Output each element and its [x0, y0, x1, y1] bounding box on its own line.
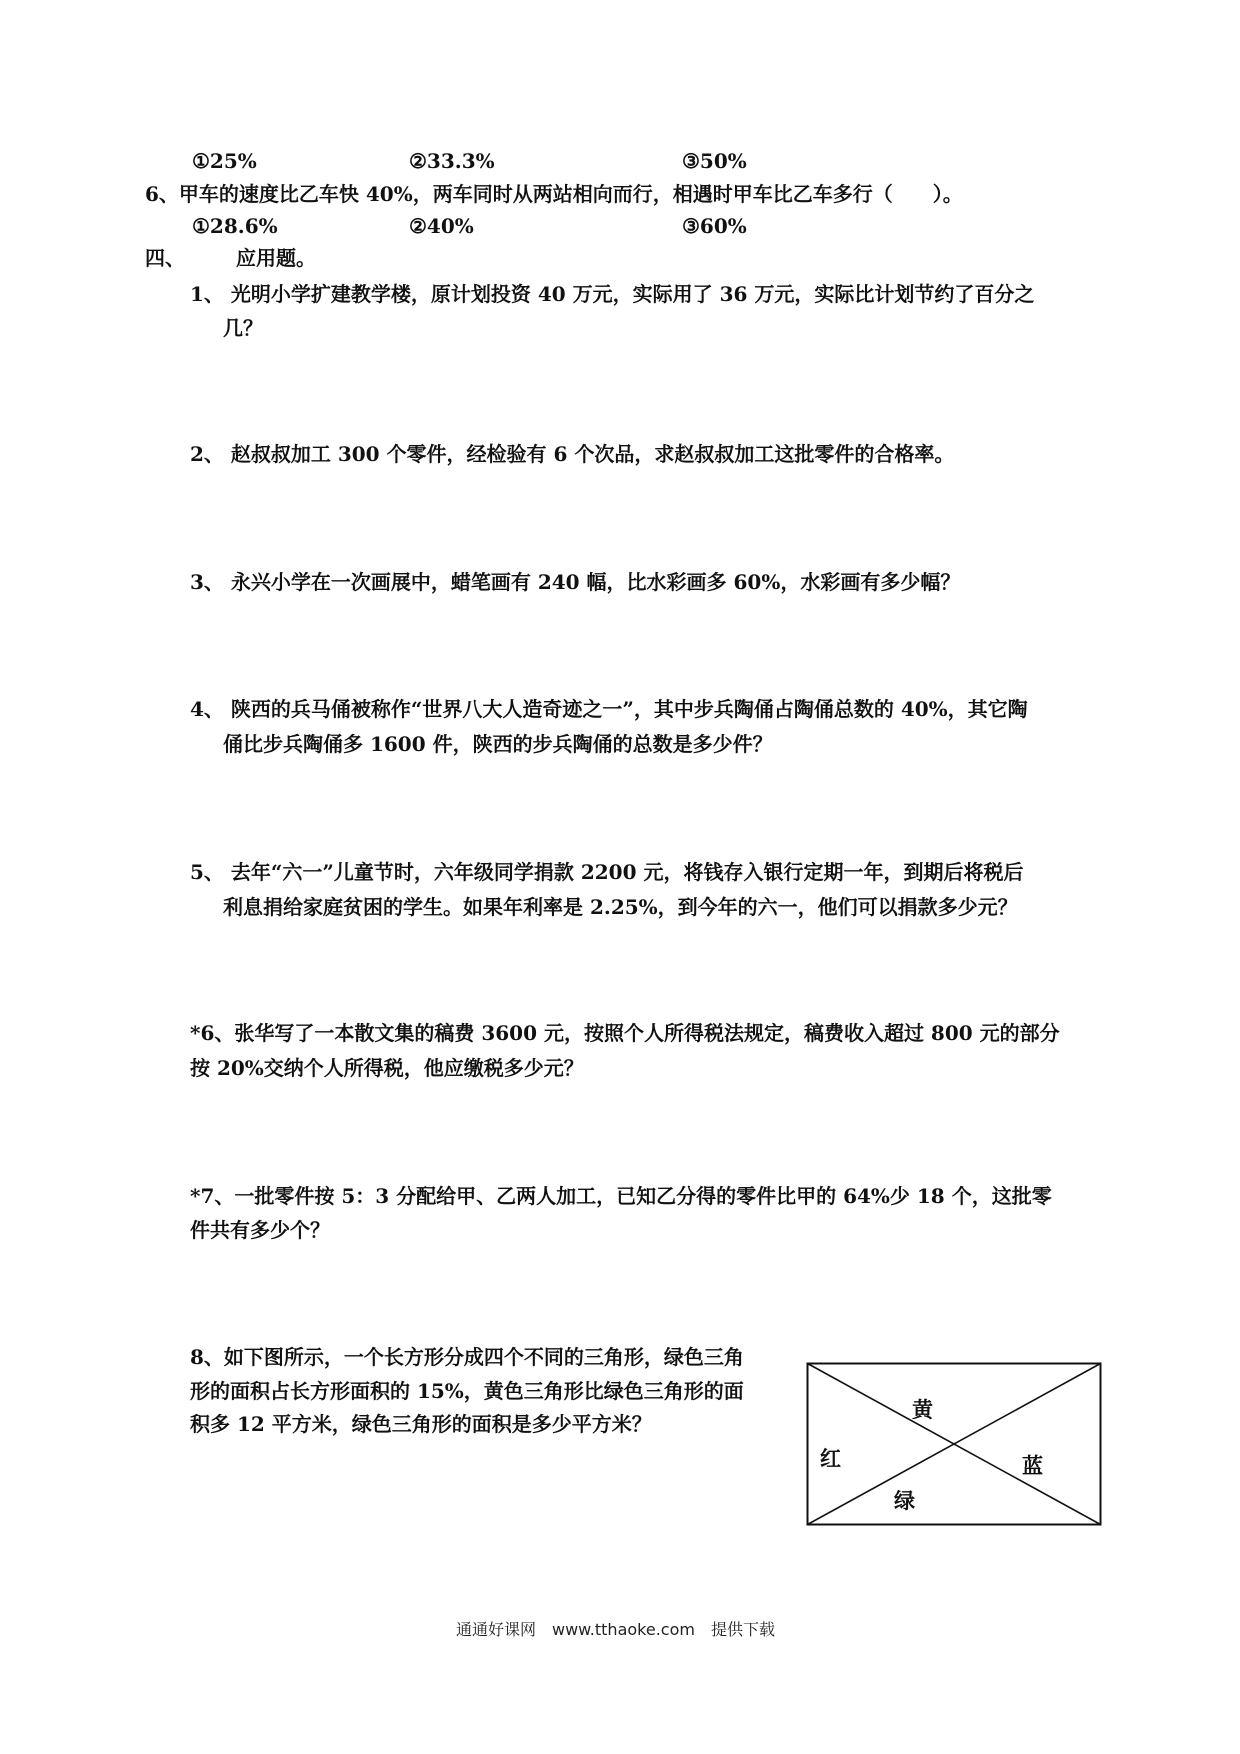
- problem-8-line-3: 积多 12 平方米，绿色三角形的面积是多少平方米？: [190, 1412, 652, 1436]
- question-6-text: 6、甲车的速度比乙车快 40%，两车同时从两站相向而行，相遇时甲车比乙车多行（ ）。: [145, 182, 963, 206]
- label-yellow: 黄: [912, 1398, 933, 1422]
- problem-1-line-2: 几？: [223, 316, 263, 340]
- problem-1-line-1: 1、 光明小学扩建教学楼，原计划投资 40 万元，实际用了 36 万元，实际比计划节约了百分之: [190, 282, 1035, 306]
- label-green: 绿: [894, 1489, 915, 1513]
- q6-option-2: ②40%: [409, 214, 474, 238]
- problem-8-line-1: 8、如下图所示，一个长方形分成四个不同的三角形，绿色三角: [190, 1345, 744, 1369]
- page-footer: 通通好课网 www.tthaoke.com 提供下载: [456, 1620, 775, 1639]
- q5-option-1: ①25%: [192, 149, 257, 173]
- q6-option-1: ①28.6%: [192, 214, 278, 238]
- problem-5-line-2: 利息捐给家庭贫困的学生。如果年利率是 2.25%，到今年的六一，他们可以捐款多少元？: [223, 895, 1018, 919]
- problem-7-line-2: 件共有多少个？: [190, 1218, 330, 1242]
- problem-3-line-1: 3、 永兴小学在一次画展中，蜡笔画有 240 幅，比水彩画多 60%，水彩画有多少幅？: [190, 570, 961, 594]
- problem-7-line-1: *7、一批零件按 5：3 分配给甲、乙两人加工，已知乙分得的零件比甲的 64%少 18 个，这批零: [190, 1184, 1052, 1208]
- q5-option-3: ③50%: [682, 149, 747, 173]
- q6-option-3: ③60%: [682, 214, 747, 238]
- problem-5-line-1: 5、 去年“六一”儿童节时，六年级同学捐款 2200 元，将钱存入银行定期一年，到期后将税后: [190, 860, 1024, 884]
- problem-2-line-1: 2、 赵叔叔加工 300 个零件，经检验有 6 个次品，求赵叔叔加工这批零件的合格率。: [190, 442, 955, 466]
- q5-option-2: ②33.3%: [409, 149, 495, 173]
- label-red: 红: [820, 1447, 841, 1471]
- label-blue: 蓝: [1022, 1454, 1043, 1478]
- problem-8-line-2: 形的面积占长方形面积的 15%，黄色三角形比绿色三角形的面: [190, 1379, 744, 1403]
- problem-6-line-1: *6、张华写了一本散文集的稿费 3600 元，按照个人所得税法规定，稿费收入超过 800 元的部分: [190, 1021, 1060, 1045]
- problem-4-line-2: 俑比步兵陶俑多 1600 件，陕西的步兵陶俑的总数是多少件？: [223, 732, 773, 756]
- section-title: 应用题。: [236, 246, 316, 270]
- problem-4-line-1: 4、 陕西的兵马俑被称作“世界八大人造奇迹之一”，其中步兵陶俑占陶俑总数的 40%，其它陶: [190, 697, 1028, 721]
- section-number: 四、: [145, 246, 185, 270]
- problem-6-line-2: 按 20%交纳个人所得税，他应缴税多少元？: [190, 1056, 584, 1080]
- rectangle-triangles-figure: [806, 1362, 1102, 1526]
